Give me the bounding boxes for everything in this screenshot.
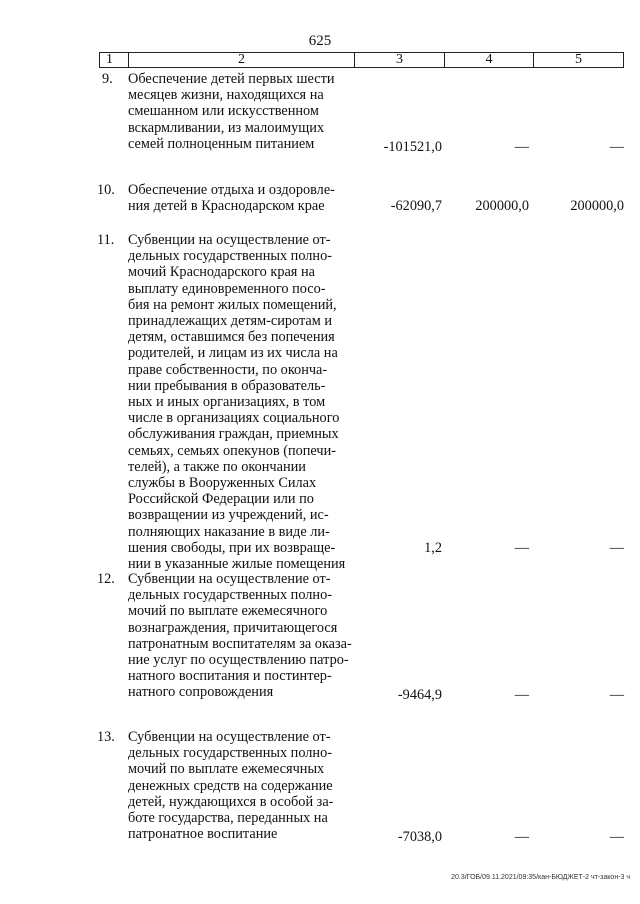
row-value-col3: -101521,0 <box>383 139 442 155</box>
row-value-col5: — <box>609 139 624 155</box>
row-description: Субвенции на осуществление от- дельных государственных полно- мочий по выплате ежемесячного вознаграждения, причитающегося патронатным воспитателям за оказа- ние услуг по осуществлению патро- натного воспитания и постинтер- натного сопровождения <box>128 571 352 701</box>
row-value-col4: — <box>514 139 529 155</box>
row-number: 9. <box>102 71 113 87</box>
row-value-col5: — <box>609 829 624 845</box>
row-value-col3: -7038,0 <box>397 829 442 845</box>
row-value-col5: — <box>609 540 624 556</box>
row-value-col3: 1,2 <box>424 540 442 556</box>
column-header-1: 1 <box>100 53 129 67</box>
row-value-col4: 200000,0 <box>475 198 529 214</box>
row-number: 11. <box>97 232 115 248</box>
row-value-col4: — <box>514 687 529 703</box>
table-row <box>97 232 624 573</box>
row-description: Субвенции на осуществление от- дельных государственных полно- мочий по выплате ежемесячных денежных средств на содержание детей, нуждающихся в особой за- боте государства, переданных на патронатное воспитание <box>128 729 334 843</box>
row-value-col5: — <box>609 687 624 703</box>
table-row <box>99 729 624 854</box>
row-value-col3: -9464,9 <box>397 687 442 703</box>
row-number: 13. <box>97 729 115 745</box>
row-value-col5: 200000,0 <box>570 198 624 214</box>
row-value-col4: — <box>514 829 529 845</box>
row-number: 10. <box>97 182 115 198</box>
column-header-5: 5 <box>575 52 582 67</box>
table-header-row <box>99 52 624 68</box>
row-description: Обеспечение детей первых шести месяцев жизни, находящихся на смешанном или искусственном вскармливании, из малоимущих семей полноценным питанием <box>128 71 335 152</box>
column-header-2: 2 <box>129 53 355 67</box>
row-value-col3: -62090,7 <box>390 198 442 214</box>
row-description: Обеспечение отдыха и оздоровле- ния детей в Краснодарском крае <box>128 182 335 215</box>
table-row <box>99 571 624 711</box>
row-value-col4: — <box>514 540 529 556</box>
row-description: Субвенции на осуществление от- дельных государственных полно- мочий Краснодарского края на выплату единовременного посо- бия на ремонт жилых помещений, принадлежащих детям-сиротам и детям, оставшимся без попечения родителей, и лицам из их числа на праве собственности, по оконча- нии пребывания в образователь- ных и иных организациях, в том числе в организациях социального обслуживания граждан, приемных семьях, семьях опекунов (попечи- телей), а также по окончании службы в Вооруженных Силах Российской Федерации или по возвращении из учреждений, ис- полняющих наказание в виде ли- шения свободы, при их возвраще- нии в указанные жилые помещения <box>128 232 346 573</box>
document-footer: 20.3/ГОБ/09.11.2021/09:35/кан-БЮДЖЕТ-2 чт-закон-3 ч <box>451 874 630 881</box>
table-row <box>99 182 624 222</box>
column-header-3: 3 <box>355 53 445 67</box>
page-number: 625 <box>308 33 332 49</box>
column-header-4: 4 <box>445 53 534 67</box>
row-number: 12. <box>97 571 115 587</box>
table-row <box>99 71 624 161</box>
